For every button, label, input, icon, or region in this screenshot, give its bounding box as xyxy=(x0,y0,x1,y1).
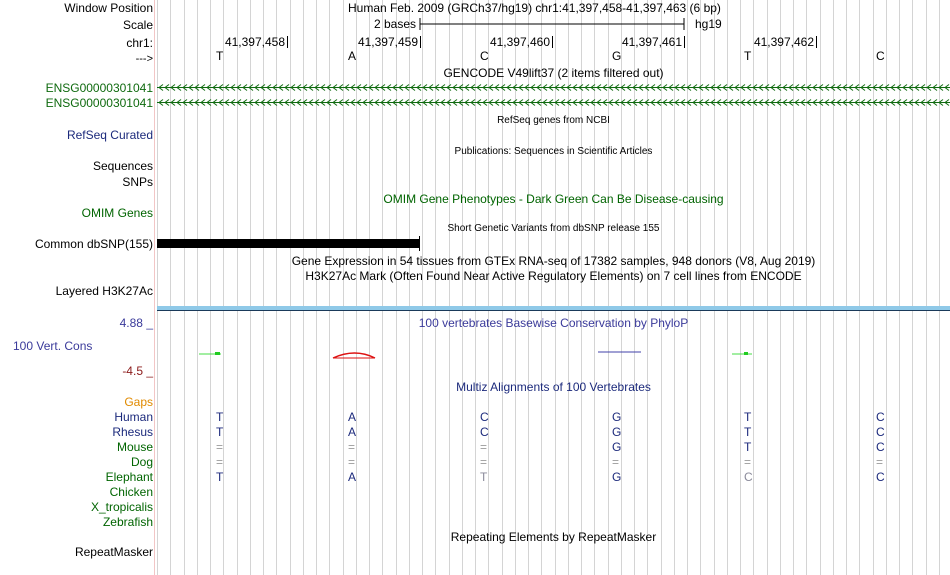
species-label[interactable]: Chicken xyxy=(109,485,153,499)
alignment-base: T xyxy=(744,440,752,454)
scale-bar xyxy=(418,16,688,32)
base-letter: C xyxy=(876,49,885,63)
cons-wiggle[interactable] xyxy=(157,340,950,364)
species-label[interactable]: Dog xyxy=(130,455,153,469)
position-tick-label: 41,397,462 xyxy=(753,35,814,49)
position-tick-label: 41,397,459 xyxy=(357,35,418,49)
species-label[interactable]: Elephant xyxy=(105,470,153,484)
position-tick xyxy=(684,36,685,48)
cons-mark xyxy=(333,353,375,358)
alignment-base: T xyxy=(216,410,224,424)
alignment-base: = xyxy=(876,455,884,469)
alignment-base: C xyxy=(480,425,489,439)
alignment-base: = xyxy=(480,455,488,469)
dbsnp-title: Short Genetic Variants from dbSNP release 155 xyxy=(447,223,660,234)
cons-title: 100 vertebrates Basewise Conservation by PhyloP xyxy=(418,316,689,330)
alignment-base: G xyxy=(612,440,622,454)
alignment-base: = xyxy=(744,455,752,469)
dbsnp-variant-end xyxy=(419,236,420,251)
dbsnp-variant-bar[interactable] xyxy=(157,239,420,248)
h3k27ac-title: H3K27Ac Mark (Often Found Near Active Regulatory Elements) on 7 cell lines from ENCODE xyxy=(305,269,802,283)
alignment-base: C xyxy=(876,425,885,439)
species-label[interactable]: Human xyxy=(114,410,153,424)
window-position-value: Human Feb. 2009 (GRCh37/hg19) chr1:41,397,458-41,397,463 (6 bp) xyxy=(348,1,721,15)
cons-mark xyxy=(215,352,220,355)
snps-label[interactable]: SNPs xyxy=(122,175,153,189)
cons-label[interactable]: 100 Vert. Cons xyxy=(13,339,93,353)
multiz-title: Multiz Alignments of 100 Vertebrates xyxy=(456,380,651,394)
publications-title: Publications: Sequences in Scientific Articles xyxy=(454,146,653,157)
alignment-base: = xyxy=(480,440,488,454)
base-letter: C xyxy=(480,49,489,63)
repeat-label[interactable]: RepeatMasker xyxy=(74,545,153,559)
h3k27ac-label[interactable]: Layered H3K27Ac xyxy=(55,284,153,298)
alignment-base: T xyxy=(216,425,224,439)
position-tick xyxy=(816,36,817,48)
alignment-base: = xyxy=(348,440,356,454)
cons-mark xyxy=(744,352,748,355)
alignment-base: G xyxy=(612,470,622,484)
omim-label[interactable]: OMIM Genes xyxy=(81,206,153,220)
alignment-base: C xyxy=(876,440,885,454)
refseq-title: RefSeq genes from NCBI xyxy=(497,115,610,126)
h3k27ac-baseline xyxy=(157,310,950,311)
alignment-base: T xyxy=(216,470,224,484)
refseq-label[interactable]: RefSeq Curated xyxy=(66,128,153,142)
alignment-base: G xyxy=(612,425,622,439)
dbsnp-label[interactable]: Common dbSNP(155) xyxy=(34,237,153,251)
gencode-item-label[interactable]: ENSG00000301041 xyxy=(45,81,153,95)
alignment-base: = xyxy=(348,455,356,469)
position-tick xyxy=(287,36,288,48)
position-tick-label: 41,397,460 xyxy=(489,35,550,49)
strand-label: ---> xyxy=(135,53,153,65)
alignment-base: C xyxy=(744,470,753,484)
alignment-base: = xyxy=(216,455,224,469)
species-label[interactable]: Zebrafish xyxy=(102,515,153,529)
scale-text: 2 bases xyxy=(373,17,416,31)
position-tick-label: 41,397,461 xyxy=(621,35,682,49)
alignment-base: A xyxy=(348,410,357,424)
position-tick xyxy=(552,36,553,48)
cons-max-label: 4.88 _ xyxy=(119,316,153,330)
base-letter: G xyxy=(612,49,622,63)
label-separator xyxy=(154,0,155,575)
alignment-base: A xyxy=(348,470,357,484)
gencode-title: GENCODE V49lift37 (2 items filtered out) xyxy=(443,66,664,80)
alignment-base: = xyxy=(612,455,620,469)
gtex-title: Gene Expression in 54 tissues from GTEx RNA-seq of 17382 samples, 948 donors (V8, Aug 2019) xyxy=(291,254,816,268)
alignment-base: T xyxy=(744,410,752,424)
alignment-base: C xyxy=(480,410,489,424)
species-label[interactable]: Rhesus xyxy=(112,425,153,439)
alignment-base: T xyxy=(744,425,752,439)
position-tick xyxy=(420,36,421,48)
alignment-base: A xyxy=(348,425,357,439)
alignment-base: T xyxy=(480,470,488,484)
alignment-base: C xyxy=(876,470,885,484)
repeat-title: Repeating Elements by RepeatMasker xyxy=(450,530,657,544)
base-letter: A xyxy=(348,49,357,63)
chrom-label: chr1: xyxy=(126,36,153,50)
cons-min-label: -4.5 _ xyxy=(122,364,153,378)
gaps-label[interactable]: Gaps xyxy=(124,395,153,409)
gencode-gene-track[interactable] xyxy=(157,82,950,110)
base-letter: T xyxy=(744,49,752,63)
species-label[interactable]: Mouse xyxy=(116,440,153,454)
sequences-label[interactable]: Sequences xyxy=(92,159,153,173)
alignment-base: C xyxy=(876,410,885,424)
species-label[interactable]: X_tropicalis xyxy=(90,500,153,514)
alignment-base: G xyxy=(612,410,622,424)
position-tick-label: 41,397,458 xyxy=(224,35,285,49)
omim-title: OMIM Gene Phenotypes - Dark Green Can Be Disease-causing xyxy=(383,192,724,206)
window-position-label: Window Position xyxy=(64,1,153,15)
alignment-base: = xyxy=(216,440,224,454)
scale-label: Scale xyxy=(122,18,153,32)
scale-assembly: hg19 xyxy=(695,17,722,31)
gencode-item-label[interactable]: ENSG00000301041 xyxy=(45,96,153,110)
base-letter: T xyxy=(216,49,224,63)
